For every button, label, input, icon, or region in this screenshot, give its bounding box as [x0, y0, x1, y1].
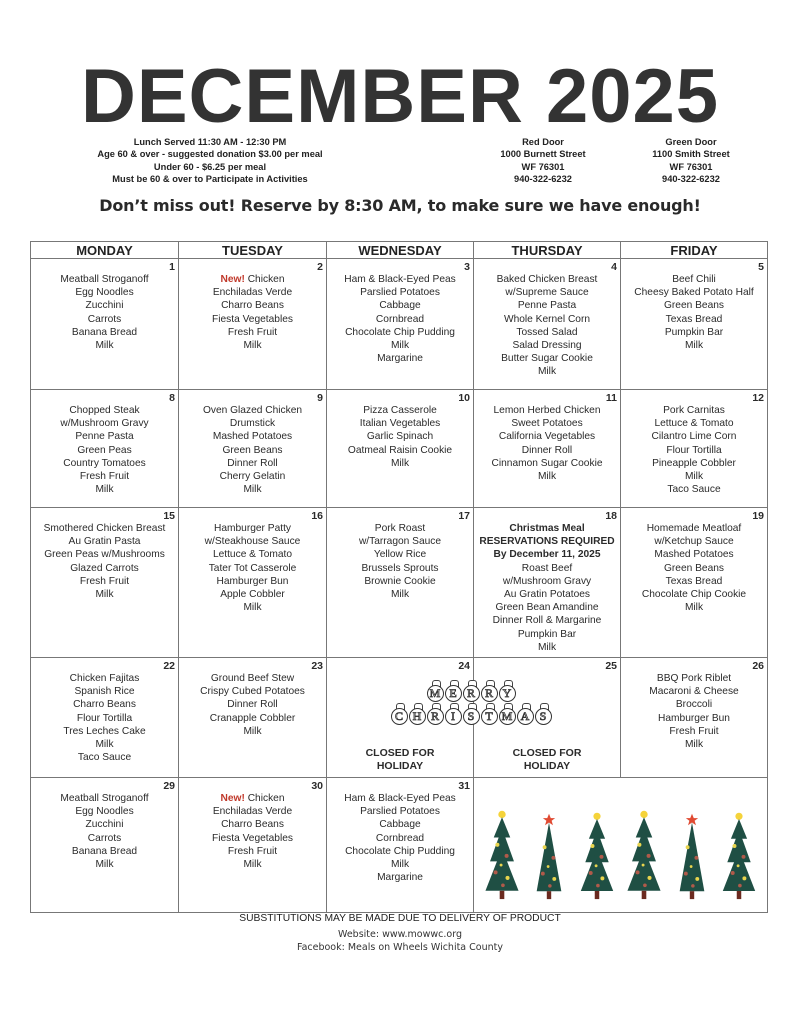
menu-item: Milk	[684, 739, 704, 751]
menu-item: Cabbage	[379, 300, 421, 312]
menu-item: Ham & Black-Eyed Peas	[344, 793, 456, 804]
menu-item: Green Beans	[663, 300, 725, 312]
menu-item: Brussels Sprouts	[361, 562, 439, 574]
menu-items	[327, 259, 473, 365]
merry-row	[326, 680, 616, 702]
menu-item: w/Supreme Sauce	[505, 287, 589, 299]
ornament-icon	[481, 703, 498, 725]
day-cell-26	[621, 658, 768, 778]
day-number: 3	[464, 261, 470, 273]
menu-item: Banana Bread	[71, 845, 138, 857]
menu-item: w/Tarragon Sauce	[358, 536, 442, 548]
menu-item: Milk	[390, 589, 410, 601]
menu-item: Texas Bread	[665, 313, 723, 325]
menu-items	[621, 390, 767, 496]
price-under-60: Under 60 - $6.25 per meal	[153, 161, 267, 172]
day-cell-9	[179, 390, 327, 508]
menu-item: Enchiladas Verde	[212, 287, 293, 299]
day-cell-31	[327, 778, 474, 913]
substitutions-note: SUBSTITUTIONS MAY BE MADE DUE TO DELIVERY OF PRODUCT	[239, 913, 561, 924]
closed-for-holiday	[327, 747, 473, 773]
menu-item: Au Gratin Pasta	[68, 536, 141, 548]
day-cell-17	[327, 508, 474, 658]
menu-item: Green Bean Amandine	[495, 602, 599, 614]
menu-item: Hamburger Bun	[216, 575, 289, 587]
menu-item: Italian Vegetables	[359, 418, 441, 430]
menu-item: Spanish Rice	[74, 686, 135, 698]
menu-items	[31, 390, 178, 496]
christmas-row	[326, 703, 616, 725]
day-number: 26	[752, 660, 764, 672]
menu-item: Milk	[95, 859, 114, 871]
menu-item: Yellow Rice	[373, 549, 427, 561]
holiday-label: HOLIDAY	[523, 760, 571, 772]
menu-item: Hamburger Bun	[658, 712, 730, 724]
christmas-tree-icon	[483, 808, 521, 900]
lunch-hours: Lunch Served 11:30 AM - 12:30 PM	[133, 137, 287, 147]
day-number: 30	[311, 780, 323, 792]
menu-item: Tater Tot Casserole	[208, 562, 297, 574]
menu-items	[621, 259, 767, 352]
menu-item: Milk	[95, 340, 114, 352]
menu-item: Margarine	[377, 872, 423, 884]
location-phone: 940-322-6232	[662, 173, 720, 184]
menu-item: Chocolate Chip Pudding	[345, 845, 455, 857]
menu-item: Dinner Roll	[227, 699, 278, 711]
new-badge: New!	[220, 793, 245, 804]
ornament-icon	[517, 703, 534, 725]
menu-item: Cabbage	[379, 819, 421, 831]
day-number: 31	[458, 780, 470, 792]
menu-item: Fiesta Vegetables	[212, 313, 293, 325]
ornament-icon	[445, 703, 462, 725]
day-number: 17	[458, 510, 470, 522]
ornament-letter: M	[499, 708, 516, 725]
menu-item: w/Steakhouse Sauce	[204, 536, 301, 548]
menu-item: Hamburger Patty	[213, 523, 291, 534]
menu-item: Au Gratin Potatoes	[503, 589, 591, 601]
menu-item: Parslied Potatoes	[360, 806, 440, 818]
menu-items	[327, 390, 473, 470]
day-cell-22	[31, 658, 179, 778]
weekday-tuesday: TUESDAY	[179, 242, 327, 259]
menu-item: Pizza Casserole	[363, 405, 437, 416]
menu-item	[179, 273, 326, 286]
location-green-door	[626, 136, 756, 185]
ornament-icon	[481, 680, 498, 702]
donation-60-over: Age 60 & over - suggested donation $3.00 per meal	[97, 149, 323, 160]
location-phone: 940-322-6232	[514, 173, 572, 184]
menu-item: Pumpkin Bar	[517, 628, 577, 640]
menu-item: Egg Noodles	[75, 806, 134, 818]
menu-item: Cinnamon Sugar Cookie	[491, 457, 603, 469]
menu-item: Charro Beans	[73, 699, 136, 711]
menu-item: Drumstick	[229, 418, 276, 430]
ornament-icon	[535, 703, 552, 725]
menu-item: Ground Beef Stew	[210, 673, 295, 684]
menu-item: Crispy Cubed Potatoes	[200, 686, 305, 698]
menu-item: Milk	[684, 602, 704, 614]
menu-item: Milk	[390, 457, 410, 469]
menu-item: Garlic Spinach	[366, 431, 434, 443]
location-red-door	[478, 136, 608, 185]
menu-item: Penne Pasta	[517, 300, 577, 312]
menu-item: Meatball Stroganoff	[60, 274, 149, 285]
reserve-notice: Don’t miss out! Reserve by 8:30 AM, to make sure we have enough!	[99, 196, 701, 215]
week-row	[31, 259, 768, 390]
menu-items	[179, 508, 326, 614]
menu-item: Pumpkin Bar	[664, 326, 724, 338]
menu-item: w/Ketchup Sauce	[654, 536, 734, 548]
menu-item: Meatball Stroganoff	[60, 793, 149, 804]
menu-item: Milk	[95, 739, 114, 751]
ornament-letter: I	[445, 708, 462, 725]
menu-item: Pork Carnitas	[663, 405, 725, 416]
menu-items	[474, 259, 620, 379]
day-number: 15	[163, 510, 175, 522]
menu-items	[31, 778, 178, 871]
menu-items	[179, 778, 326, 871]
menu-item: Lettuce & Tomato	[212, 549, 293, 561]
ornament-letter: R	[481, 685, 498, 702]
day-cell-10	[327, 390, 474, 508]
menu-item: Baked Chicken Breast	[496, 274, 598, 285]
menu-item: Lemon Herbed Chicken	[493, 405, 601, 416]
menu-item: Zucchini	[85, 819, 124, 831]
new-badge: New!	[220, 274, 245, 285]
menu-item: Cherry Gelatin	[219, 471, 286, 483]
menu-items	[179, 259, 326, 352]
day-cell-30	[179, 778, 327, 913]
menu-items	[179, 658, 326, 738]
menu-items	[621, 508, 767, 614]
meal-info	[40, 136, 380, 185]
menu-item: Charro Beans	[221, 819, 284, 831]
menu-item: w/Mushroom Gravy	[60, 418, 149, 430]
facebook-link[interactable]: Facebook: Meals on Wheels Wichita County	[296, 942, 503, 953]
menu-item: Fiesta Vegetables	[212, 832, 293, 844]
day-number: 5	[758, 261, 764, 273]
day-number: 12	[752, 392, 764, 404]
menu-item: Milk	[684, 471, 704, 483]
ornament-letter: T	[481, 708, 498, 725]
christmas-tree-icon	[578, 810, 616, 900]
menu-item: Broccoli	[675, 699, 713, 711]
weekday-monday: MONDAY	[31, 242, 179, 259]
weekday-thursday: THURSDAY	[474, 242, 621, 259]
day-cell-16	[179, 508, 327, 658]
website-link[interactable]: Website: www.mowwc.org	[338, 929, 462, 940]
week-row	[31, 390, 768, 508]
menu-item: Milk	[684, 340, 704, 352]
christmas-tree-icon	[673, 812, 711, 900]
menu-item: Pork Roast	[374, 523, 426, 534]
menu-item: Milk	[390, 859, 410, 871]
special-notice: Christmas Meal	[509, 523, 585, 534]
menu-item-text: Chicken	[247, 793, 285, 804]
menu-item: Mashed Potatoes	[212, 431, 293, 443]
day-number: 8	[169, 392, 175, 404]
menu-item: Lettuce & Tomato	[654, 418, 734, 430]
menu-item: Banana Bread	[71, 326, 138, 338]
ornament-icon	[427, 680, 444, 702]
menu-item: Dinner Roll & Margarine	[492, 615, 602, 627]
ornament-letter: R	[463, 685, 480, 702]
menu-item: Parslied Potatoes	[360, 287, 440, 299]
menu-item: Milk	[243, 602, 262, 614]
menu-item: Egg Noodles	[75, 287, 134, 299]
menu-item: Milk	[537, 471, 557, 483]
day-cell-15	[31, 508, 179, 658]
ornament-letter: H	[409, 708, 426, 725]
day-cell-18	[474, 508, 621, 658]
menu-item: Pineapple Cobbler	[652, 457, 736, 469]
ornament-icon	[463, 703, 480, 725]
menu-item: Tossed Salad	[516, 326, 578, 338]
week-row	[31, 508, 768, 658]
menu-items	[474, 390, 620, 483]
day-cell-4	[474, 259, 621, 390]
ornament-icon	[391, 703, 408, 725]
day-cell-12	[621, 390, 768, 508]
menu-item: Carrots	[87, 832, 122, 844]
menu-item: Cheesy Baked Potato Half	[634, 287, 754, 299]
day-number: 9	[317, 392, 323, 404]
day-cell-29	[31, 778, 179, 913]
menu-item: Penne Pasta	[75, 431, 134, 443]
ornament-letter: S	[535, 708, 552, 725]
day-number: 25	[605, 660, 617, 672]
day-number: 19	[752, 510, 764, 522]
closed-label: CLOSED FOR	[365, 747, 435, 759]
menu-items	[179, 390, 326, 496]
ornament-letter: Y	[499, 685, 516, 702]
day-cell-1	[31, 259, 179, 390]
special-notice: By December 11, 2025	[493, 549, 601, 561]
weekday-header-row	[31, 242, 768, 259]
menu-item: Fresh Fruit	[669, 725, 719, 737]
day-cell-11	[474, 390, 621, 508]
menu-item: Milk	[243, 484, 262, 496]
menu-item: w/Mushroom Gravy	[502, 575, 592, 587]
menu-items	[474, 508, 620, 654]
ornament-icon	[499, 703, 516, 725]
ornament-icon	[499, 680, 516, 702]
merry-christmas-ornaments	[326, 680, 616, 740]
menu-item: Chocolate Chip Pudding	[345, 326, 455, 338]
menu-item: Oatmeal Raisin Cookie	[347, 444, 453, 456]
menu-item: Whole Kernel Corn	[503, 313, 591, 325]
menu-item: Butter Sugar Cookie	[501, 353, 593, 365]
menu-item: Fresh Fruit	[79, 471, 130, 483]
location-street: 1100 Smith Street	[652, 149, 730, 160]
menu-item: Fresh Fruit	[227, 845, 278, 857]
menu-item: Chopped Steak	[69, 405, 140, 416]
ornament-letter: C	[391, 708, 408, 725]
day-number: 24	[458, 660, 470, 672]
menu-item: Ham & Black-Eyed Peas	[344, 274, 456, 285]
menu-item: Milk	[95, 484, 114, 496]
day-cell-3	[327, 259, 474, 390]
day-number: 22	[163, 660, 175, 672]
menu-items	[327, 508, 473, 601]
menu-item: California Vegetables	[498, 431, 596, 443]
menu-item: Mashed Potatoes	[654, 549, 734, 561]
christmas-tree-icon	[720, 810, 758, 900]
weekday-friday: FRIDAY	[621, 242, 768, 259]
special-notice: RESERVATIONS REQUIRED	[479, 536, 615, 548]
ornament-icon	[427, 703, 444, 725]
location-city: WF 76301	[669, 161, 713, 172]
ornament-icon	[409, 703, 426, 725]
menu-item: Smothered Chicken Breast	[43, 523, 166, 534]
day-number: 1	[169, 261, 175, 273]
menu-item: Fresh Fruit	[79, 575, 130, 587]
menu-item: Apple Cobbler	[220, 589, 285, 601]
menu-item: Texas Bread	[665, 575, 723, 587]
menu-item: Green Peas	[77, 444, 132, 456]
menu-item: Milk	[243, 340, 262, 352]
menu-item: Charro Beans	[221, 300, 284, 312]
day-cell-5	[621, 259, 768, 390]
menu-item: Dinner Roll	[521, 444, 573, 456]
menu-item: Milk	[390, 340, 410, 352]
menu-item: Oven Glazed Chicken	[202, 405, 303, 416]
menu-item: Carrots	[87, 313, 122, 325]
day-cell-19	[621, 508, 768, 658]
page-title: DECEMBER 2025	[80, 54, 720, 139]
location-name: Red Door	[522, 137, 564, 147]
menu-item: Flour Tortilla	[666, 444, 722, 456]
menu-item: Milk	[95, 589, 114, 601]
menu-item: Milk	[243, 859, 262, 871]
menu-item: Tres Leches Cake	[63, 725, 146, 737]
menu-item: Fresh Fruit	[227, 326, 278, 338]
day-cell-8	[31, 390, 179, 508]
menu-item: Green Beans	[663, 562, 725, 574]
day-number: 29	[163, 780, 175, 792]
menu-item: BBQ Pork Riblet	[656, 673, 732, 684]
menu-item: Taco Sauce	[77, 752, 132, 764]
closed-label: CLOSED FOR	[512, 747, 582, 759]
day-number: 23	[311, 660, 323, 672]
ornament-icon	[463, 680, 480, 702]
menu-item: Homemade Meatloaf	[646, 523, 742, 534]
menu-item: Chicken Fajitas	[69, 673, 140, 684]
menu-item: Zucchini	[85, 300, 124, 312]
menu-item: Green Beans	[222, 444, 283, 456]
menu-item: Enchiladas Verde	[212, 806, 293, 818]
menu-items	[621, 658, 767, 751]
ornament-letter: M	[427, 685, 444, 702]
menu-item: Cornbread	[375, 313, 425, 325]
day-number: 2	[317, 261, 323, 273]
christmas-tree-icon	[530, 812, 568, 900]
day-number: 18	[605, 510, 617, 522]
menu-item: Chocolate Chip Cookie	[641, 589, 747, 601]
menu-item: Glazed Carrots	[70, 562, 139, 574]
day-cell-2	[179, 259, 327, 390]
menu-item	[179, 792, 326, 805]
ornament-icon	[445, 680, 462, 702]
menu-item: Salad Dressing	[512, 340, 582, 352]
menu-item: Taco Sauce	[667, 484, 721, 496]
menu-item: Dinner Roll	[227, 457, 278, 469]
menu-item: Milk	[243, 725, 262, 737]
menu-items	[31, 259, 178, 352]
menu-item: Country Tomatoes	[63, 457, 146, 469]
christmas-tree-icon	[625, 808, 663, 900]
menu-item: Cilantro Lime Corn	[651, 431, 737, 443]
menu-item: Macaroni & Cheese	[649, 686, 739, 698]
day-number: 10	[458, 392, 470, 404]
weekday-wednesday: WEDNESDAY	[327, 242, 474, 259]
menu-item: Cornbread	[375, 832, 425, 844]
ornament-letter: R	[427, 708, 444, 725]
menu-item: Green Peas w/Mushrooms	[44, 549, 165, 561]
day-number: 4	[611, 261, 617, 273]
closed-for-holiday	[474, 747, 620, 773]
menu-item: Cranapple Cobbler	[209, 712, 296, 724]
day-cell-23	[179, 658, 327, 778]
menu-items	[31, 658, 178, 764]
menu-item: Roast Beef	[521, 562, 573, 574]
location-city: WF 76301	[521, 161, 565, 172]
menu-item-text: Chicken	[247, 274, 285, 285]
day-number: 16	[311, 510, 323, 522]
ornament-letter: S	[463, 708, 480, 725]
location-name: Green Door	[665, 137, 717, 147]
christmas-trees-decoration	[478, 790, 763, 900]
ornament-letter: E	[445, 685, 462, 702]
menu-item: Beef Chili	[672, 274, 716, 285]
menu-item: Milk	[537, 641, 557, 653]
holiday-label: HOLIDAY	[376, 760, 424, 772]
menu-item: Margarine	[377, 353, 423, 365]
menu-item: Brownie Cookie	[364, 575, 436, 587]
ornament-letter: A	[517, 708, 534, 725]
menu-item: Flour Tortilla	[76, 712, 133, 724]
menu-item: Sweet Potatoes	[511, 418, 583, 430]
menu-items	[327, 778, 473, 884]
day-number: 11	[605, 392, 617, 404]
menu-items	[31, 508, 178, 601]
activities-note: Must be 60 & over to Participate in Activities	[112, 173, 308, 184]
location-street: 1000 Burnett Street	[500, 149, 586, 160]
menu-item: Milk	[537, 366, 557, 378]
